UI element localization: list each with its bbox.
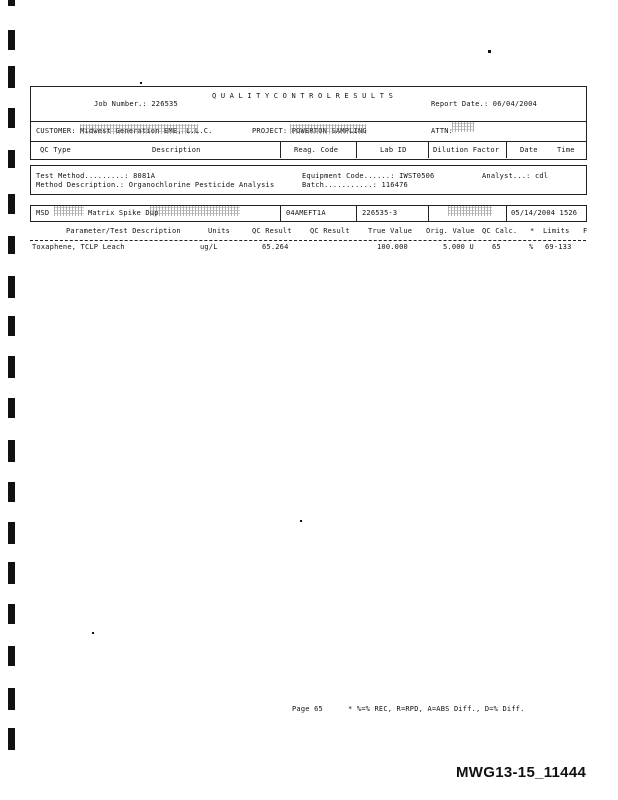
project: PROJECT: POWERTON SAMPLING xyxy=(252,127,367,135)
binder-mark xyxy=(8,356,15,378)
col-header-date: Date xyxy=(520,146,538,154)
result-parameter: Toxaphene, TCLP Leach xyxy=(32,243,125,251)
speck xyxy=(92,632,94,634)
redaction-noise xyxy=(452,122,474,132)
speck xyxy=(488,50,491,53)
binder-mark xyxy=(8,562,15,584)
param-header-parameter: Parameter/Test Description xyxy=(66,227,181,235)
param-header-qc-result-2: QC Result xyxy=(310,227,350,235)
col-header-time: Time xyxy=(557,146,575,154)
col-divider xyxy=(506,141,507,158)
flag-legend: * %=% REC, R=RPD, A=ABS Diff., D=% Diff. xyxy=(348,705,525,713)
result-orig-value: 5.000 U xyxy=(443,243,474,251)
col-header-qc-type: QC Type xyxy=(40,146,71,154)
col-divider xyxy=(280,141,281,158)
document-id: MWG13-15_11444 xyxy=(456,764,587,781)
col-divider xyxy=(356,205,357,221)
result-flag: % xyxy=(529,243,534,251)
binder-mark xyxy=(8,728,15,750)
param-header-flag: * xyxy=(530,227,535,235)
redaction-noise xyxy=(290,124,366,134)
param-header-true-value: True Value xyxy=(368,227,413,235)
batch: Batch...........: 116476 xyxy=(302,181,408,189)
report-title: Q U A L I T Y C O N T R O L R E S U L T S xyxy=(212,92,393,100)
param-header-f: F xyxy=(583,227,588,235)
attention: ATTN: xyxy=(431,127,454,135)
binder-mark xyxy=(8,108,15,128)
param-header-units: Units xyxy=(208,227,231,235)
binder-mark xyxy=(8,440,15,462)
report-date: Report Date.: 06/04/2004 xyxy=(431,100,537,108)
col-divider xyxy=(280,205,281,221)
binder-mark xyxy=(8,316,15,336)
col-header-description: Description xyxy=(152,146,201,154)
job-number: Job Number.: 226535 xyxy=(94,100,178,108)
method-box xyxy=(30,165,587,195)
col-divider xyxy=(428,141,429,158)
divider xyxy=(30,121,586,122)
method-description: Method Description.: Organochlorine Pesticide Analysis xyxy=(36,181,275,189)
col-divider xyxy=(506,205,507,221)
binder-mark xyxy=(8,30,15,50)
binder-mark xyxy=(8,150,15,168)
binder-mark xyxy=(8,522,15,544)
binder-mark xyxy=(8,398,15,418)
binder-mark xyxy=(8,688,15,710)
binder-mark xyxy=(8,194,15,214)
col-divider xyxy=(356,141,357,158)
col-header-reag-code: Reag. Code xyxy=(294,146,339,154)
redaction-noise xyxy=(54,206,84,216)
param-header-limits: Limits xyxy=(543,227,570,235)
binder-mark xyxy=(8,482,15,502)
divider xyxy=(30,240,586,241)
binder-mark xyxy=(8,236,15,254)
redaction-noise xyxy=(448,206,492,216)
col-header-lab-id: Lab ID xyxy=(380,146,407,154)
param-header-qc-calc: QC Calc. xyxy=(482,227,518,235)
date-time: 05/14/2004 1526 xyxy=(511,209,578,217)
equipment-code: Equipment Code......: IWST0506 xyxy=(302,172,435,180)
test-method: Test Method.........: 8081A xyxy=(36,172,156,180)
param-header-qc-result: QC Result xyxy=(252,227,292,235)
page-number: Page 65 xyxy=(292,705,323,713)
binder-mark xyxy=(8,276,15,298)
binder-mark xyxy=(8,604,15,624)
lab-id: 226535-3 xyxy=(362,209,398,217)
redaction-noise xyxy=(150,206,240,216)
param-header-orig-value: Orig. Value xyxy=(426,227,475,235)
speck xyxy=(300,520,302,522)
result-limits: 69-133 xyxy=(545,243,572,251)
binder-mark xyxy=(8,66,15,88)
qc-description: Matrix Spike Dup xyxy=(88,209,159,217)
col-header-dilution: Dilution Factor xyxy=(433,146,500,154)
qc-type: MSD xyxy=(36,209,50,217)
reag-code: 04AMEFT1A xyxy=(286,209,326,217)
col-divider xyxy=(428,205,429,221)
redaction-noise xyxy=(80,124,198,134)
customer: CUSTOMER: Midwest Generation EME, L.L.C. xyxy=(36,127,213,135)
result-true-value: 100.000 xyxy=(377,243,408,251)
analyst: Analyst...: cdl xyxy=(482,172,549,180)
binder-mark xyxy=(8,646,15,666)
speck xyxy=(140,82,142,84)
result-qc-calc: 65 xyxy=(492,243,501,251)
binder-mark xyxy=(8,0,15,6)
result-units: ug/L xyxy=(200,243,218,251)
divider xyxy=(30,141,586,142)
result-qc-result: 65.264 xyxy=(262,243,289,251)
